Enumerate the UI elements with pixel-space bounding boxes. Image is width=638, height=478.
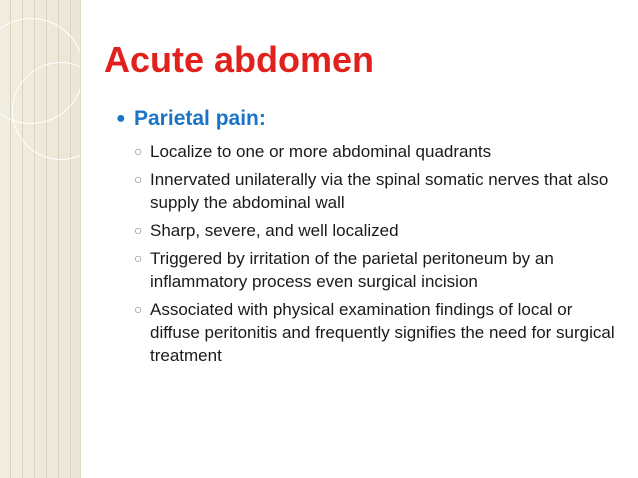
hollow-circle-bullet-icon: ○: [134, 171, 143, 187]
filled-circle-bullet-icon: ●: [116, 110, 126, 127]
hollow-circle-bullet-icon: ○: [134, 301, 143, 317]
sub-bullet-list: [134, 140, 618, 367]
sub-bullet-item: [134, 247, 618, 293]
band-divider: [80, 0, 81, 478]
point-text: Sharp, severe, and well localized: [150, 221, 399, 240]
hollow-circle-bullet-icon: ○: [134, 222, 143, 238]
point-text: Triggered by irritation of the parietal peritoneum by an inflammatory process even surgical incision: [150, 249, 554, 291]
sub-bullet-item: [134, 168, 618, 214]
point-text: Associated with physical examination findings of local or diffuse peritonitis and frequently signifies the need for surgical treatment: [150, 300, 615, 365]
sub-bullet-item: [134, 298, 618, 367]
hollow-circle-bullet-icon: ○: [134, 143, 143, 159]
main-bullet-item: [118, 104, 618, 367]
decorative-side-band: [0, 0, 80, 478]
section-heading: Parietal pain:: [134, 107, 266, 130]
sub-bullet-item: [134, 219, 618, 242]
point-text: Innervated unilaterally via the spinal somatic nerves that also supply the abdominal wall: [150, 170, 609, 212]
bullet-list: [118, 104, 618, 372]
point-text: Localize to one or more abdominal quadrants: [150, 142, 492, 161]
sub-bullet-item: [134, 140, 618, 163]
hollow-circle-bullet-icon: ○: [134, 250, 143, 266]
slide-title: Acute abdomen: [104, 39, 375, 80]
